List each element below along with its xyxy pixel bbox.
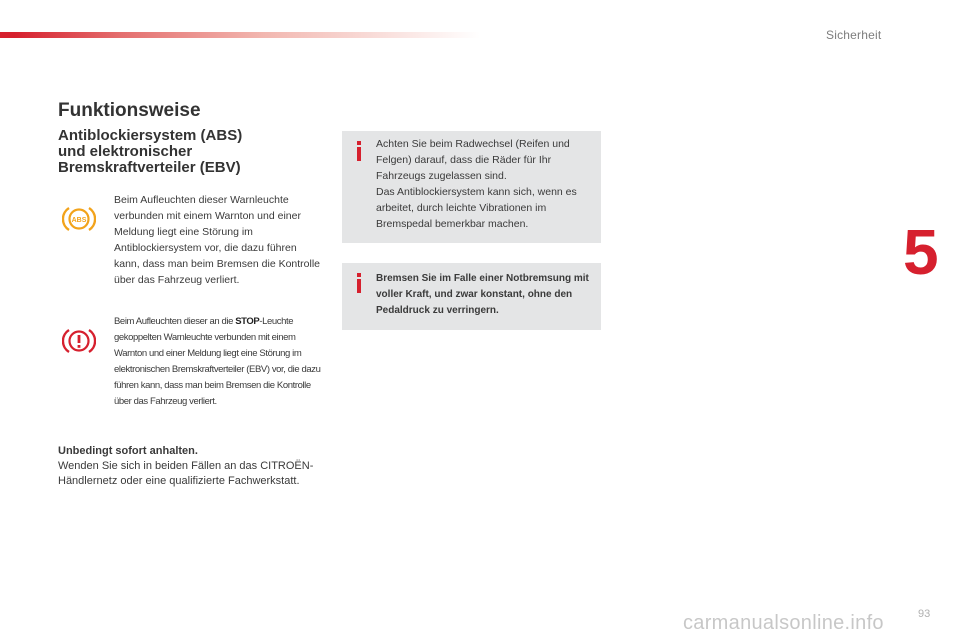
watermark: carmanualsonline.info [683,612,884,634]
info-icon [354,141,364,161]
stop-instructions [58,444,328,489]
stop-label: STOP [235,316,260,327]
section-label: Sicherheit [826,28,882,42]
info-box-wheel-change [342,131,601,243]
brake-text-post: -Leuchte gekoppelten Warnleuchte verbunden mit einem Warnton und einer Meldung liegt eine Störung im elektronischen Bremskraftverteiler (EBV) vor, die dazu führen kann, dass man beim Bremsen die Kontrolle über das Fahrzeug verliert. [114,316,321,407]
stop-text: Wenden Sie sich in beiden Fällen an das CITROËN-Händlernetz oder eine qualifizierte Fachwerkstatt. [58,460,314,487]
info-text-line: Achten Sie beim Radwechsel (Reifen und Felgen) darauf, dass die Räder für Ihr Fahrzeugs zugelassen sind. [376,138,570,182]
brake-description [114,314,324,410]
info-text-bold: Bremsen Sie im Falle einer Notbremsung mit voller Kraft, und zwar konstant, ohne den Pedaldruck zu verringern. [376,273,589,316]
brake-warning-icon [62,324,96,358]
chapter-number: 5 [903,216,939,288]
header-accent-bar [0,32,480,38]
info-icon [354,273,364,293]
subtitle-line: Bremskraftverteiler (EBV) [58,159,241,176]
subtitle-line: und elektronischer [58,143,193,160]
info-text [376,136,596,232]
section-subtitle [58,128,318,176]
info-box-emergency-braking [342,263,601,330]
svg-text:ABS: ABS [71,217,87,224]
brake-text-pre: Beim Aufleuchten dieser an die [114,316,236,327]
page-title: Funktionsweise [58,100,201,121]
page-number: 93 [918,608,931,620]
abs-warning-icon [62,202,96,236]
abs-description: Beim Aufleuchten dieser Warnleuchte verbunden mit einem Warnton und einer Meldung liegt eine Störung im Antiblockiersystem vor, die dazu führen kann, dass man beim Bremsen die Kontrolle über das Fahrzeug verliert. [114,194,321,286]
info-text-line: Das Antiblockiersystem kann sich, wenn es arbeitet, durch leichte Vibrationen im Bremspedal bemerkbar machen. [376,186,577,230]
subtitle-line: Antiblockiersystem (ABS) [58,127,243,144]
stop-warning: Unbedingt sofort anhalten. [58,445,198,457]
